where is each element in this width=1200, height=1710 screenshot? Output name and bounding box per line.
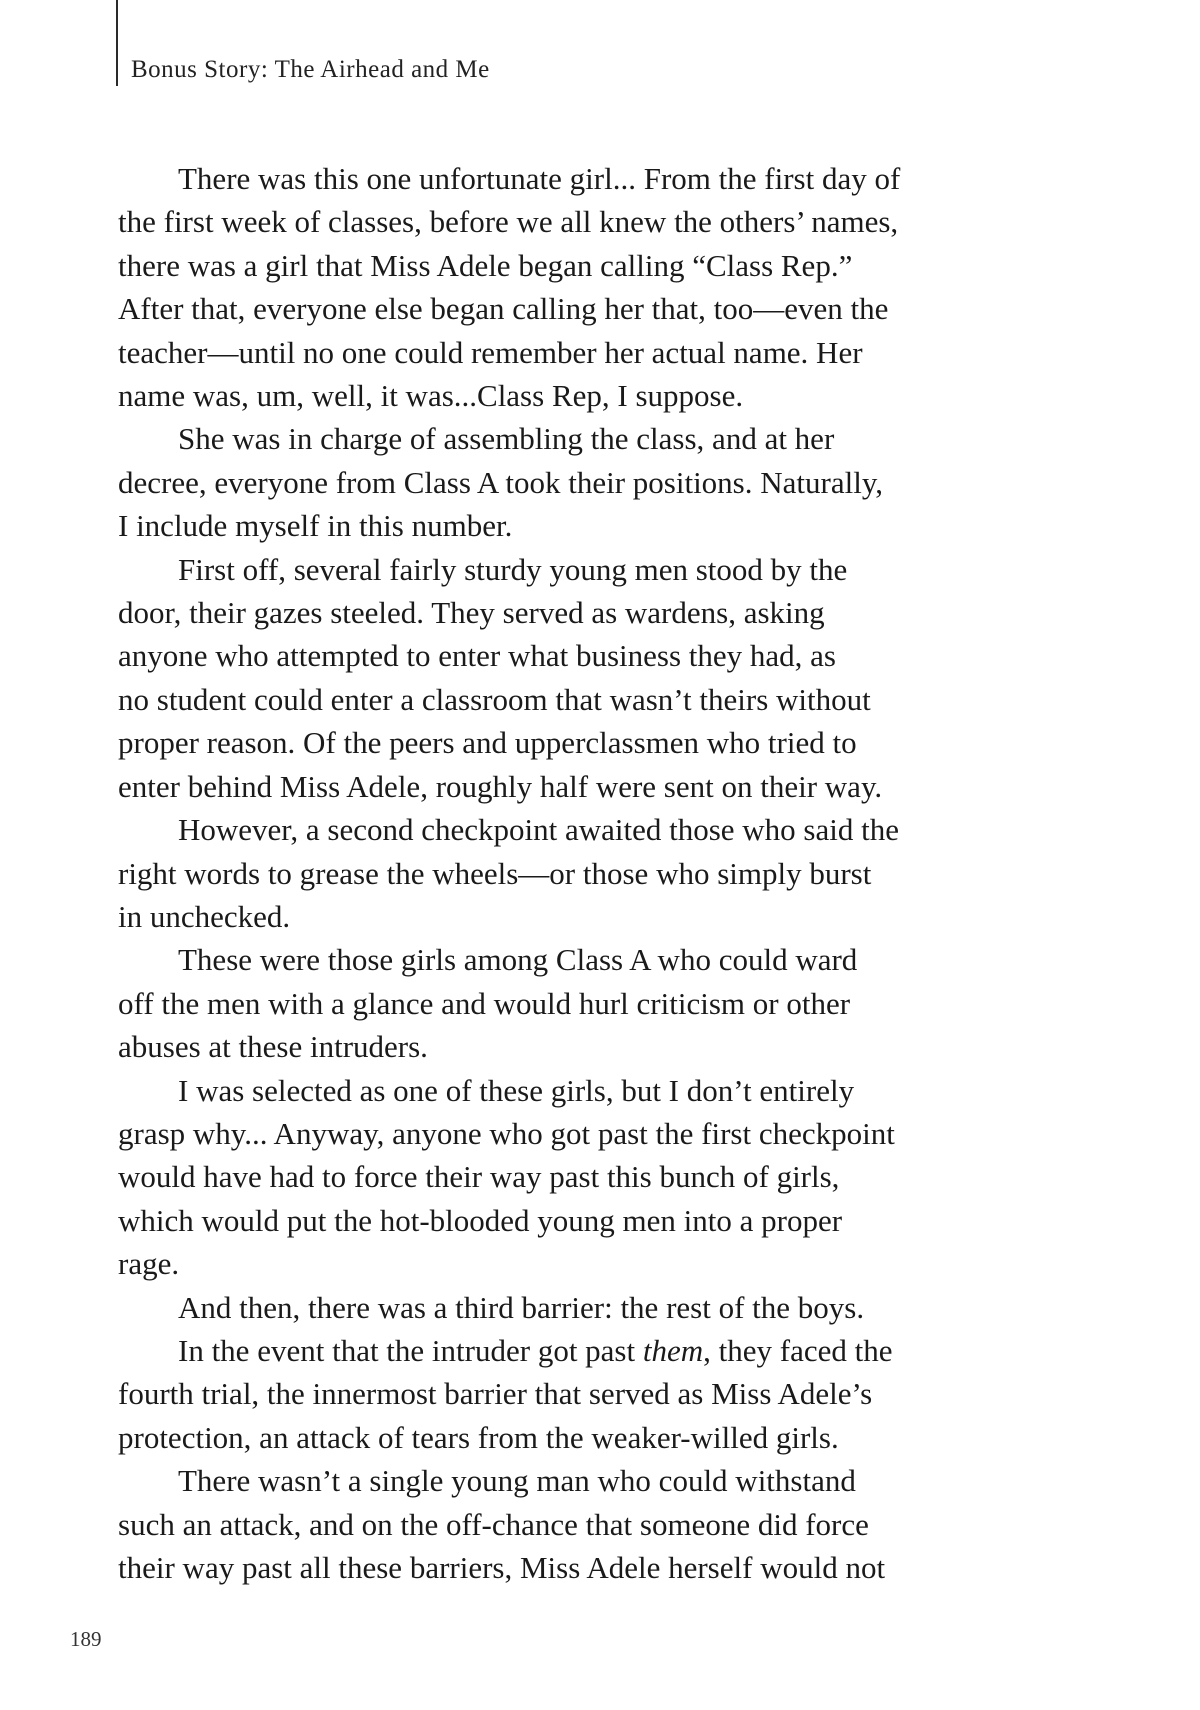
running-head: Bonus Story: The Airhead and Me [131,56,490,83]
text-line: no student could enter a classroom that wasn’t theirs without [118,681,871,717]
text-line: anyone who attempted to enter what business they had, as [118,638,836,674]
paragraph [118,1459,1078,1589]
paragraph [118,417,1078,547]
paragraph [118,1069,1078,1286]
text-line: However, a second checkpoint awaited those who said the [178,812,899,848]
emphasis: them [642,1332,704,1368]
text-line: proper reason. Of the peers and upperclassmen who tried to [118,725,857,761]
paragraph [118,548,1078,808]
text-line: grasp why... Anyway, anyone who got past the first checkpoint [118,1115,895,1151]
text-line: First off, several fairly sturdy young men stood by the [178,551,848,587]
text-line: fourth trial, the innermost barrier that served as Miss Adele’s [118,1376,873,1412]
text-line: protection, an attack of tears from the weaker-willed girls. [118,1419,839,1455]
text-line: teacher—until no one could remember her actual name. Her [118,334,863,370]
text-line: decree, everyone from Class A took their positions. Naturally, [118,464,884,500]
text-line: There wasn’t a single young man who could withstand [178,1463,856,1499]
text-line: the first week of classes, before we all knew the others’ names, [118,204,899,240]
text-line: She was in charge of assembling the class, and at her [178,421,835,457]
text-line: In the event that the intruder got past them, they faced the [178,1332,893,1368]
text-line: which would put the hot-blooded young men into a proper [118,1202,843,1238]
text-line: there was a girl that Miss Adele began calling “Class Rep.” [118,247,853,283]
text-line: right words to grease the wheels—or those who simply burst [118,855,872,891]
text-line: would have had to force their way past this bunch of girls, [118,1159,840,1195]
text-line: And then, there was a third barrier: the rest of the boys. [178,1289,865,1325]
text-line: There was this one unfortunate girl... From the first day of [178,161,901,196]
text-line: their way past all these barriers, Miss Adele herself would not [118,1550,886,1585]
text-line: abuses at these intruders. [118,1029,428,1065]
text-line: After that, everyone else began calling her that, too—even the [118,291,889,327]
text-line: off the men with a glance and would hurl criticism or other [118,985,851,1021]
header-rule [116,0,118,86]
page-number: 189 [70,1627,102,1651]
paragraph [118,938,1078,1068]
paragraph [118,808,1078,938]
text-line: rage. [118,1246,180,1282]
text-line: I include myself in this number. [118,508,513,544]
text-line: These were those girls among Class A who could ward [178,942,858,978]
text-line: door, their gazes steeled. They served as wardens, asking [118,595,825,631]
body-text [118,157,1078,1589]
text-line: in unchecked. [118,898,291,934]
paragraph [118,1286,1078,1329]
text-line: enter behind Miss Adele, roughly half were sent on their way. [118,768,883,804]
paragraph [118,1329,1078,1459]
text-line: I was selected as one of these girls, but I don’t entirely [178,1072,855,1108]
text-line: such an attack, and on the off-chance that someone did force [118,1506,869,1542]
text-line: name was, um, well, it was...Class Rep, I suppose. [118,378,744,414]
paragraph [118,157,1078,417]
